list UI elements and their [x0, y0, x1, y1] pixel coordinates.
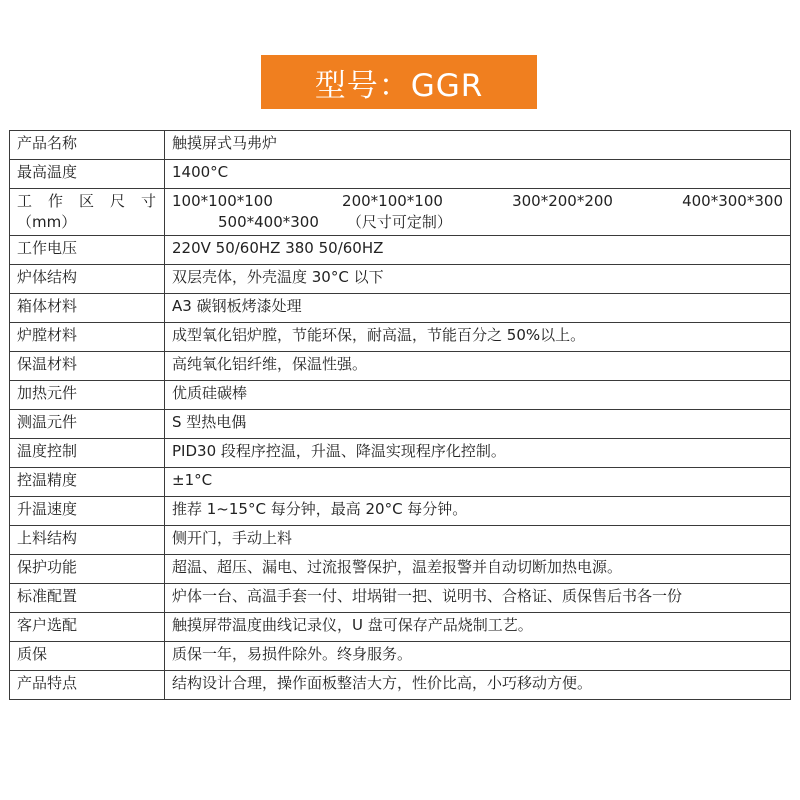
spec-value: 成型氧化铝炉膛，节能环保，耐高温，节能百分之 50%以上。	[165, 323, 791, 352]
spec-value: A3 碳钢板烤漆处理	[165, 294, 791, 323]
spec-label: 升温速度	[10, 497, 165, 526]
spec-value: 结构设计合理，操作面板整洁大方，性价比高，小巧移动方便。	[165, 671, 791, 700]
spec-value: 220V 50/60HZ 380 50/60HZ	[165, 236, 791, 265]
size-item: 400*300*300	[682, 192, 783, 210]
size-note: （尺寸可定制）	[346, 213, 452, 231]
size-item: 200*100*100	[342, 192, 443, 210]
table-row	[10, 294, 791, 323]
spec-label: 客户选配	[10, 613, 165, 642]
model-title: 型号：GGR	[314, 67, 484, 104]
table-row	[10, 131, 791, 160]
spec-label: 产品名称	[10, 131, 165, 160]
table-row	[10, 381, 791, 410]
spec-label: 箱体材料	[10, 294, 165, 323]
table-row	[10, 236, 791, 265]
spec-value: ±1°C	[165, 468, 791, 497]
spec-value: PID30 段程序控温，升温、降温实现程序化控制。	[165, 439, 791, 468]
model-banner	[261, 55, 537, 109]
spec-value: 质保一年，易损件除外。终身服务。	[165, 642, 791, 671]
spec-label: 保护功能	[10, 555, 165, 584]
spec-label: 标准配置	[10, 584, 165, 613]
spec-value: 超温、超压、漏电、过流报警保护，温差报警并自动切断加热电源。	[165, 555, 791, 584]
spec-value-sizes	[165, 189, 791, 236]
table-row	[10, 323, 791, 352]
table-row	[10, 555, 791, 584]
table-row	[10, 160, 791, 189]
table-row	[10, 497, 791, 526]
spec-value: 触摸屏式马弗炉	[165, 131, 791, 160]
spec-label: 控温精度	[10, 468, 165, 497]
spec-label: 炉体结构	[10, 265, 165, 294]
table-row	[10, 526, 791, 555]
spec-label: 质保	[10, 642, 165, 671]
spec-label-workarea	[10, 189, 165, 236]
size-list-row1	[172, 191, 783, 212]
table-row	[10, 265, 791, 294]
size-item: 100*100*100	[172, 192, 273, 210]
spec-label: 测温元件	[10, 410, 165, 439]
spec-label: 工作电压	[10, 236, 165, 265]
spec-label: 炉膛材料	[10, 323, 165, 352]
size-item: 300*200*200	[512, 192, 613, 210]
table-row	[10, 671, 791, 700]
spec-label: 温度控制	[10, 439, 165, 468]
spec-label: 加热元件	[10, 381, 165, 410]
spec-value: 炉体一台、高温手套一付、坩埚钳一把、说明书、合格证、质保售后书各一份	[165, 584, 791, 613]
table-row	[10, 189, 791, 236]
spec-label: 上料结构	[10, 526, 165, 555]
table-row	[10, 439, 791, 468]
table-row	[10, 642, 791, 671]
spec-label: 产品特点	[10, 671, 165, 700]
spec-label-line1: 工作区尺寸	[17, 192, 157, 210]
spec-label: 保温材料	[10, 352, 165, 381]
spec-label: 最高温度	[10, 160, 165, 189]
spec-value: 侧开门，手动上料	[165, 526, 791, 555]
spec-value: 优质硅碳棒	[165, 381, 791, 410]
spec-value: 双层壳体，外壳温度 30°C 以下	[165, 265, 791, 294]
spec-value: S 型热电偶	[165, 410, 791, 439]
spec-value: 高纯氧化铝纤维，保温性强。	[165, 352, 791, 381]
size-list-row2	[172, 212, 783, 233]
spec-value: 触摸屏带温度曲线记录仪，U 盘可保存产品烧制工艺。	[165, 613, 791, 642]
spec-value: 1400°C	[165, 160, 791, 189]
spec-label-line2: （mm）	[17, 213, 77, 231]
table-row	[10, 584, 791, 613]
table-row	[10, 468, 791, 497]
spec-table	[9, 130, 791, 700]
size-item: 500*400*300	[218, 213, 319, 231]
spec-value: 推荐 1~15°C 每分钟，最高 20°C 每分钟。	[165, 497, 791, 526]
table-row	[10, 410, 791, 439]
table-row	[10, 613, 791, 642]
table-row	[10, 352, 791, 381]
